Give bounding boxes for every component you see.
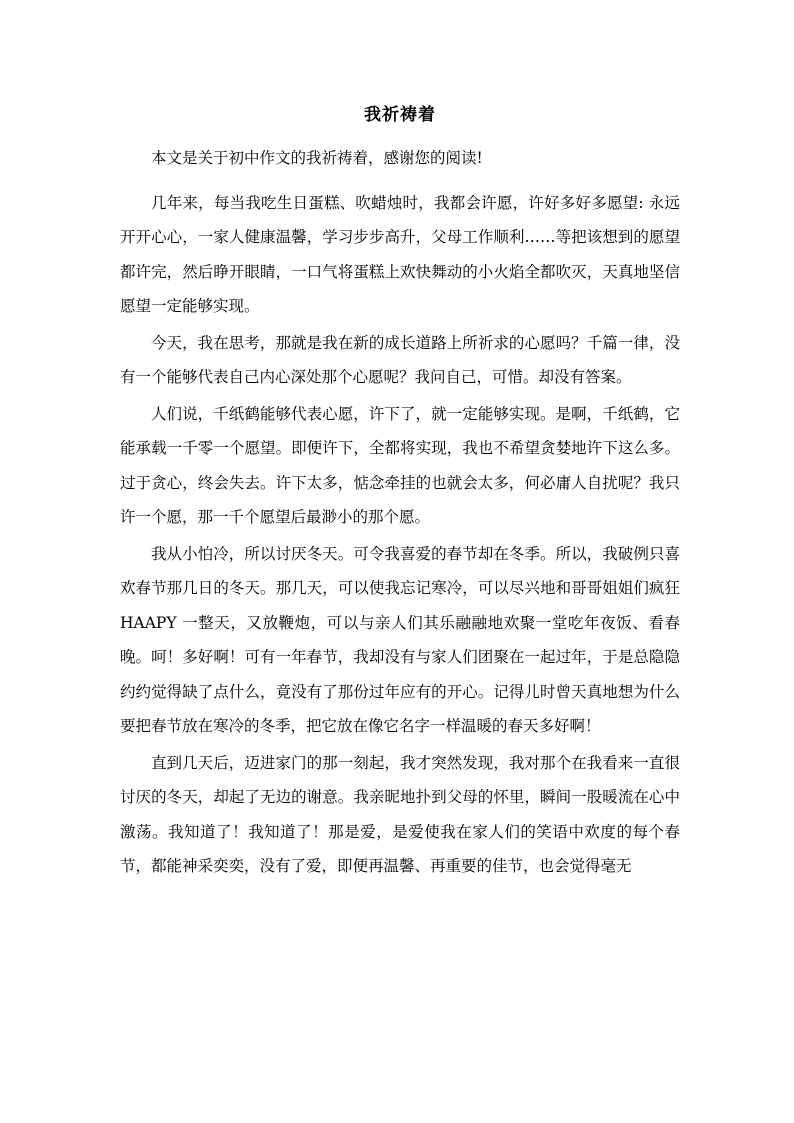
body-paragraph-1: 几年来，每当我吃生日蛋糕、吹蜡烛时，我都会许愿，许好多好多愿望: 永远开开心心，一家人健康温馨，学习步步高升，父母工作顺利……等把该想到的愿望都许完，然后睁开眼睛，一口气将蛋糕上欢快舞动的小火焰全都吹灭，天真地坚信愿望一定能够实现。 (120, 193, 680, 315)
body-paragraph-5: 直到几天后，迈进家门的那一刻起，我才突然发现，我对那个在我看来一直很讨厌的冬天，却起了无边的谢意。我亲昵地扑到父母的怀里，瞬间一股暖流在心中激荡。我知道了！我知道了！那是爱，是爱使我在家人们的笑语中欢度的每个春节，都能神采奕奕，没有了爱，即便再温馨、再重要的佳节，也会觉得毫无 (120, 753, 680, 875)
document-title: 我祈祷着 (364, 105, 436, 125)
body-paragraph-2: 今天，我在思考，那就是我在新的成长道路上所祈求的心愿吗？千篇一律，没有一个能够代表自己内心深处那个心愿呢？我问自己，可惜。却没有答案。 (120, 333, 680, 386)
body-paragraph-3: 人们说，千纸鹤能够代表心愿，许下了，就一定能够实现。是啊，千纸鹤，它能承载一千零一个愿望。即便许下，全都将实现，我也不希望贪婪地许下这么多。过于贪心，终会失去。许下太多，惦念牵挂的也就会太多，何必庸人自扰呢？我只许一个愿，那一千个愿望后最渺小的那个愿。 (120, 404, 680, 526)
intro-paragraph: 本文是关于初中作文的我祈祷着，感谢您的阅读! (151, 149, 483, 167)
body-paragraph-4: 我从小怕冷，所以讨厌冬天。可令我喜爱的春节却在冬季。所以，我破例只喜欢春节那几日的冬天。那几天，可以使我忘记寒冷，可以尽兴地和哥哥姐姐们疯狂 HAAPY 一整天，又放鞭炮，可以与亲人们其乐融融地欢聚一堂吃年夜饭、看春晚。呵！多好啊！可有一年春节，我却没有与家人们团聚在一起过年，于是总隐隐约约觉得缺了点什么，竟没有了那份过年应有的开心。记得儿时曾天真地想为什么要把春节放在寒冷的冬季，把它放在像它名字一样温暖的春天多好啊！ (120, 544, 680, 735)
document-page (120, 100, 680, 886)
